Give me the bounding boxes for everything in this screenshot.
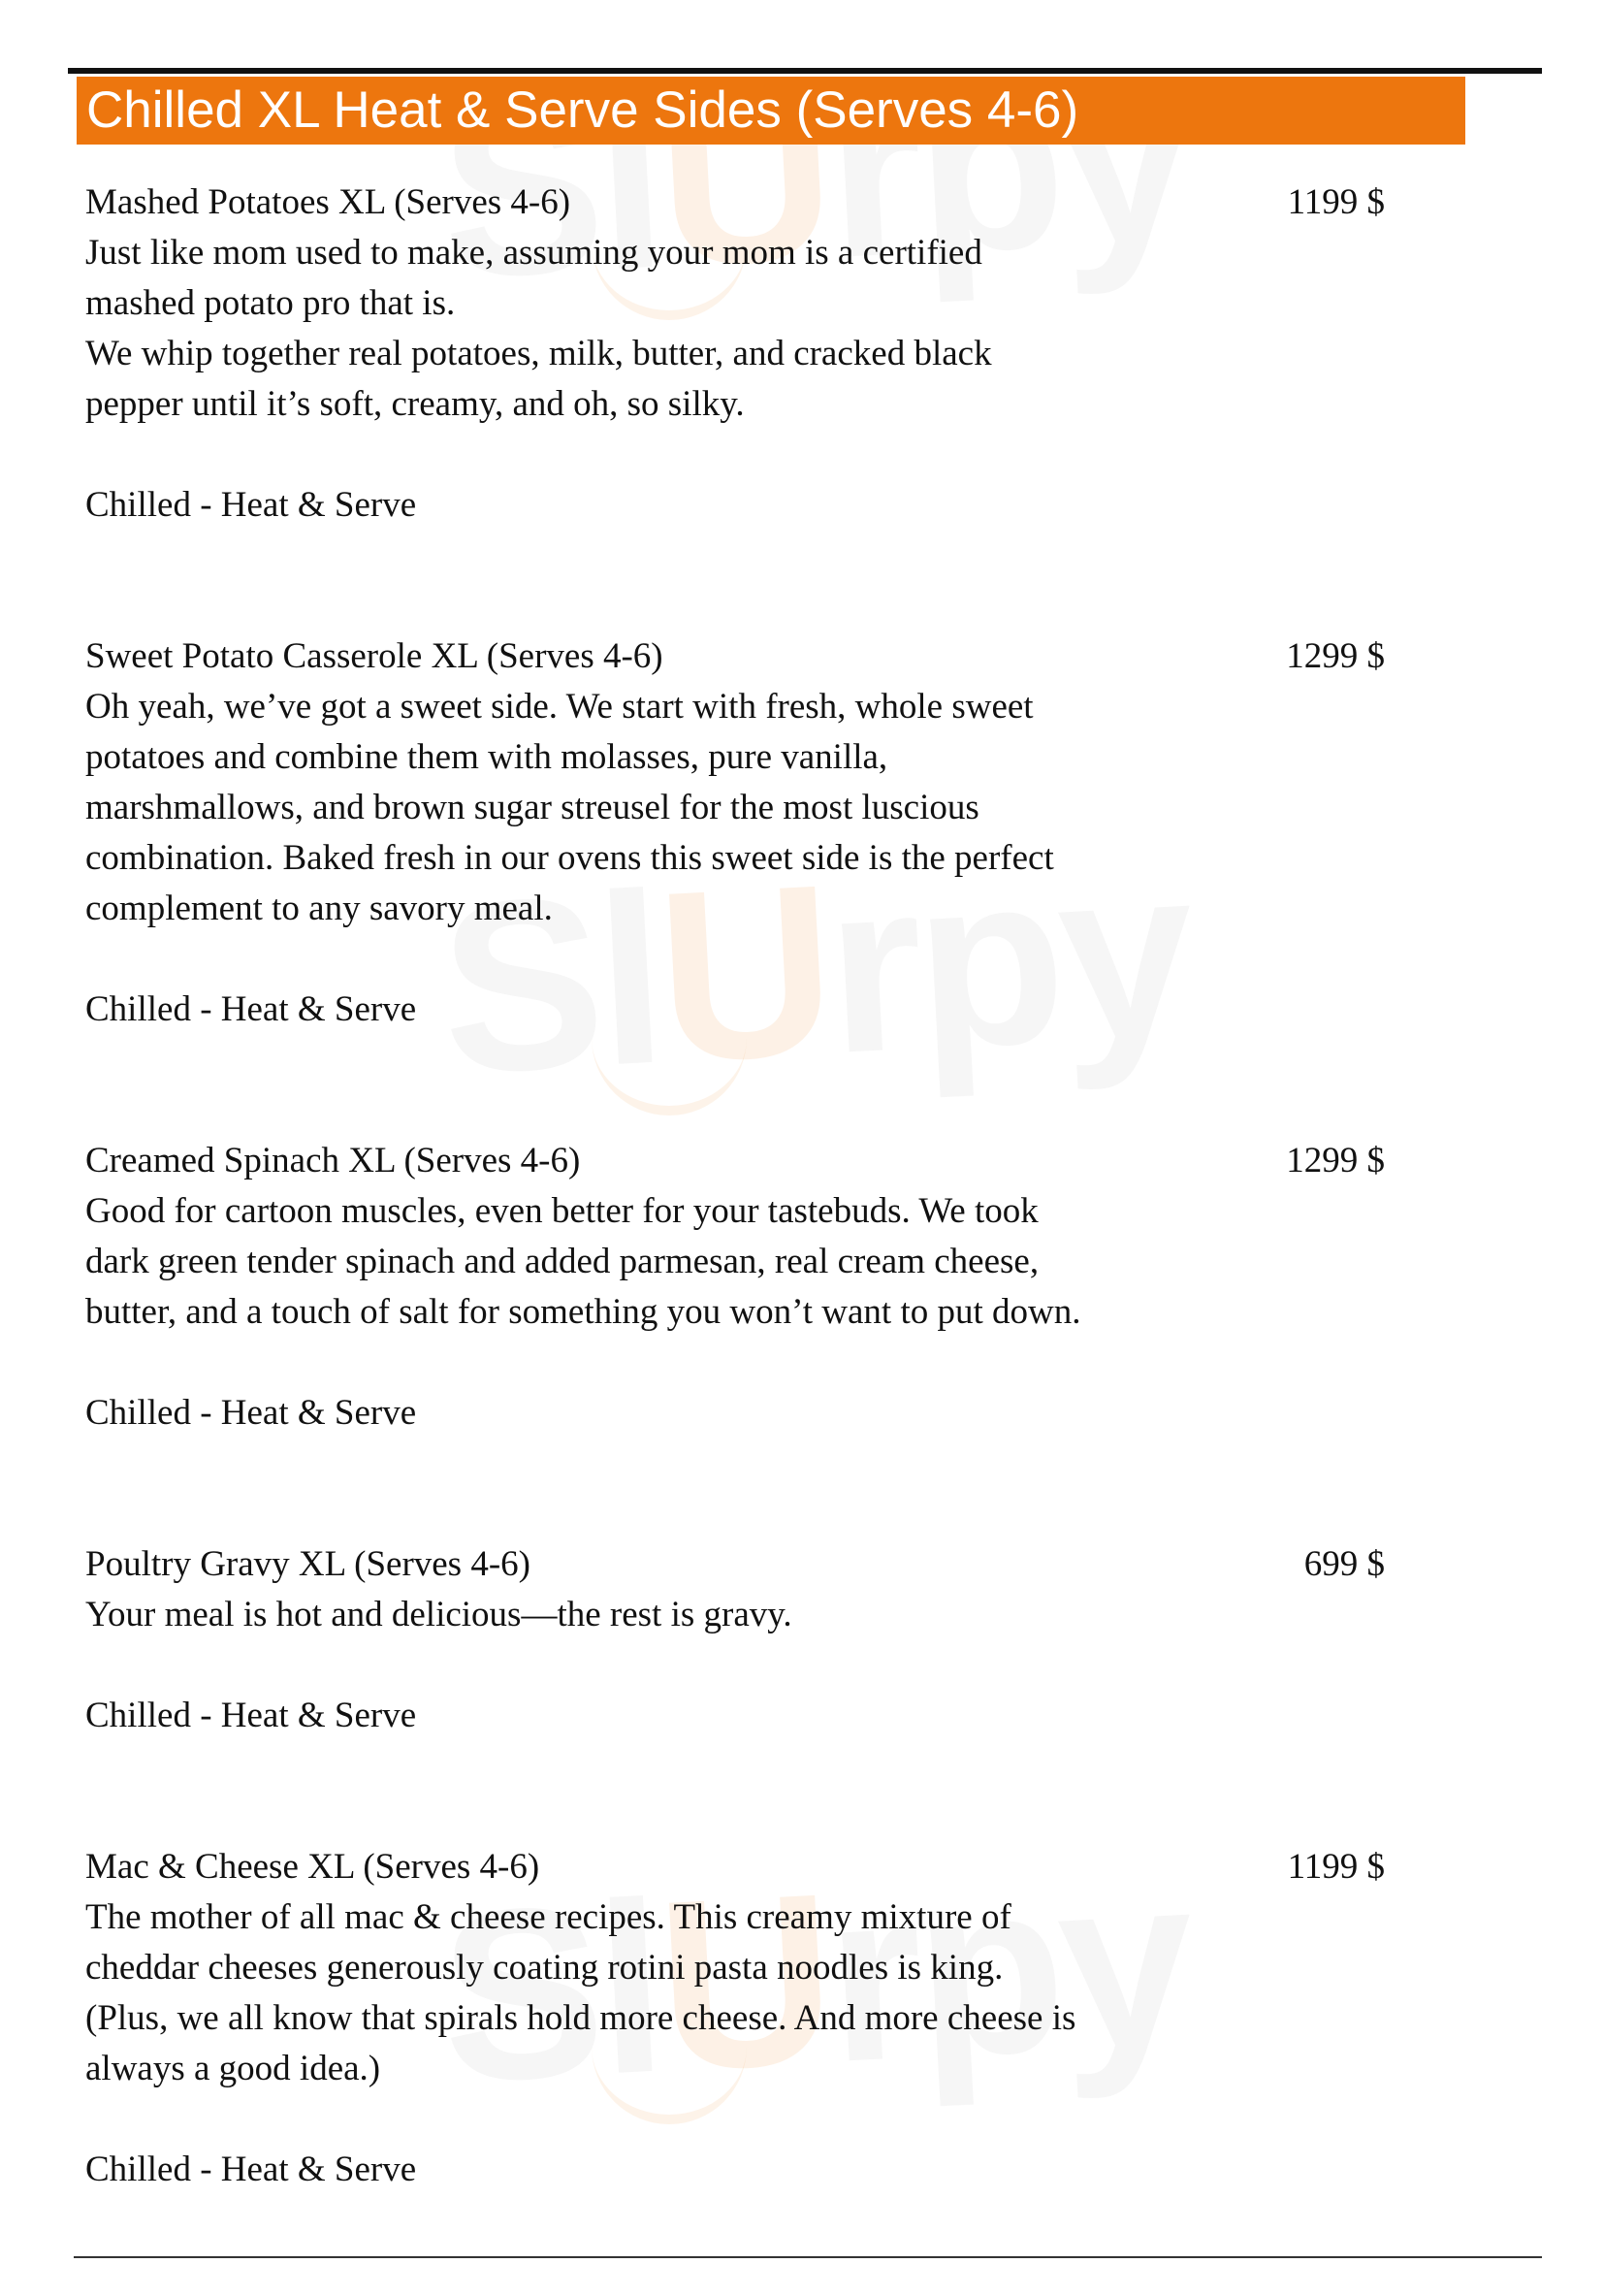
item-description [85, 682, 1385, 934]
description-line: cheddar cheeses generously coating rotini pasta noodles is king. [85, 1948, 1004, 1988]
description-line: combination. Baked fresh in our ovens this sweet side is the perfect [85, 838, 1054, 878]
section-title: Chilled XL Heat & Serve Sides (Serves 4-6) [77, 77, 1465, 145]
description-line: pepper until it’s soft, creamy, and oh, so silky. [85, 384, 745, 424]
top-divider [68, 68, 1542, 74]
item-name: Sweet Potato Casserole XL (Serves 4-6) [85, 636, 663, 676]
item-prep-note: Chilled - Heat & Serve [85, 1696, 417, 1735]
watermark-logo: SlUrpy [434, 1824, 1195, 2133]
item-prep-note: Chilled - Heat & Serve [85, 1393, 417, 1433]
menu-list [85, 178, 1385, 2296]
description-line: potatoes and combine them with molasses, pure vanilla, [85, 737, 888, 777]
item-description [85, 1590, 1385, 1640]
item-price: 1199 $ [1287, 1847, 1385, 1887]
description-line: complement to any savory meal. [85, 889, 553, 928]
item-prep-note: Chilled - Heat & Serve [85, 2150, 417, 2189]
description-line: marshmallows, and brown sugar streusel for the most luscious [85, 788, 979, 827]
description-line: butter, and a touch of salt for something you won’t want to put down. [85, 1292, 1081, 1332]
description-line: Your meal is hot and delicious—the rest is gravy. [85, 1595, 792, 1634]
item-description [85, 228, 1385, 430]
item-name: Mac & Cheese XL (Serves 4-6) [85, 1847, 540, 1887]
description-line: mashed potato pro that is. [85, 283, 456, 323]
description-line: dark green tender spinach and added parmesan, real cream cheese, [85, 1242, 1040, 1281]
item-name: Mashed Potatoes XL (Serves 4-6) [85, 182, 571, 222]
menu-item [85, 1842, 1385, 2195]
watermark-logo: SlUrpy [434, 19, 1195, 329]
item-prep-note: Chilled - Heat & Serve [85, 989, 417, 1029]
description-line: The mother of all mac & cheese recipes. This creamy mixture of [85, 1897, 1011, 1937]
description-line: (Plus, we all know that spirals hold more cheese. And more cheese is [85, 1998, 1076, 2038]
description-line: Oh yeah, we’ve got a sweet side. We start with fresh, whole sweet [85, 687, 1034, 727]
description-line: Good for cartoon muscles, even better for your tastebuds. We took [85, 1191, 1039, 1231]
item-name: Poultry Gravy XL (Serves 4-6) [85, 1544, 530, 1584]
item-price: 1199 $ [1287, 182, 1385, 222]
description-line: always a good idea.) [85, 2049, 381, 2088]
item-description [85, 1892, 1385, 2094]
menu-item [85, 178, 1385, 531]
item-price: 1299 $ [1286, 636, 1385, 676]
item-description [85, 1186, 1385, 1338]
description-line: We whip together real potatoes, milk, butter, and cracked black [85, 334, 992, 373]
menu-item [85, 1136, 1385, 1439]
watermark-logo: SlUrpy [434, 815, 1195, 1124]
menu-item [85, 631, 1385, 1035]
item-price: 1299 $ [1286, 1141, 1385, 1180]
bottom-divider [74, 2256, 1542, 2258]
item-prep-note: Chilled - Heat & Serve [85, 485, 417, 525]
menu-item [85, 1539, 1385, 1741]
description-line: Just like mom used to make, assuming your mom is a certified [85, 233, 982, 273]
item-price: 699 $ [1303, 1544, 1385, 1584]
item-name: Creamed Spinach XL (Serves 4-6) [85, 1141, 581, 1180]
